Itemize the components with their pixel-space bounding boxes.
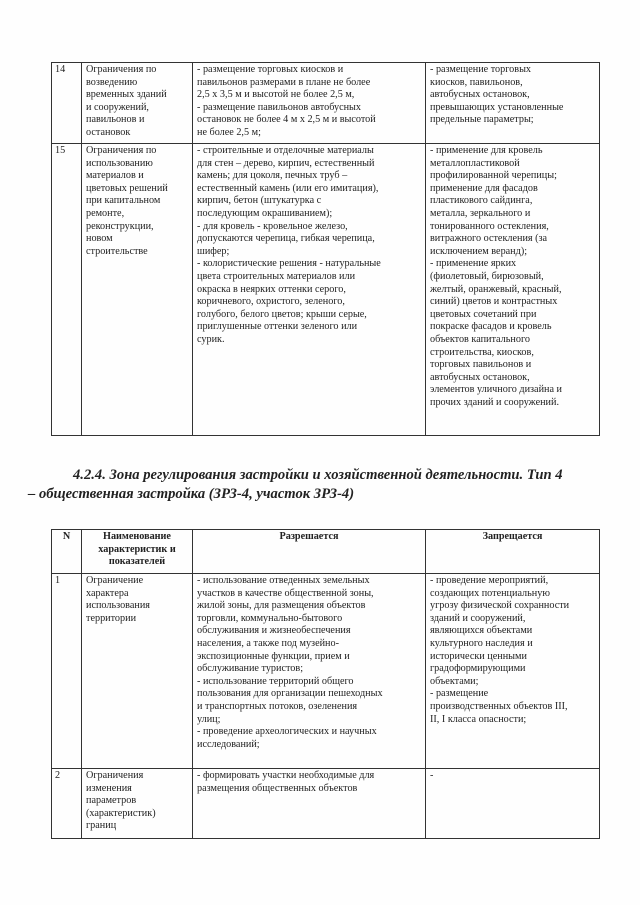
table-row bbox=[52, 769, 600, 839]
table-row bbox=[52, 574, 600, 769]
header-forbidden: Запрещается bbox=[426, 530, 600, 574]
row-number: 14 bbox=[52, 63, 82, 144]
forbidden-cell: - размещение торговых киосков, павильонов, автобусных остановок, превышающих установленные предельные параметры; bbox=[426, 63, 600, 144]
characteristic-name: Ограничение характера использования территории bbox=[82, 574, 193, 769]
allowed-cell: - строительные и отделочные материалы для стен – дерево, кирпич, естественный камень; для цоколя, печных труб – естественный камень (или его имитация), кирпич, бетон (штукатурка с последующим окрашиванием); - для кровель - кровельное железо, допускаются черепица, гибкая черепица, шифер; - колористические решения - натуральные цвета строительных материалов или окраска в неярких оттенки серого, коричневого, охристого, зеленого, голубого, белого цветов; крыши серые, приглушенные оттенки зеленого или сурик. bbox=[193, 144, 426, 436]
restrictions-table-2 bbox=[51, 529, 600, 839]
forbidden-cell: - применение для кровель металлопластиковой профилированной черепицы; применение для фасадов пластикового сайдинга, металла, зеркального и тонированного остекления, витражного остекления (за исключением веранд); - применение ярких (фиолетовый, бирюзовый, желтый, оранжевый, красный, синий) цветов и контрастных цветовых сочетаний при покраске фасадов и кровель объектов капитального строительства, киосков, торговых павильонов и автобусных остановок, элементов уличного дизайна и прочих зданий и сооружений. bbox=[426, 144, 600, 436]
restrictions-table-1 bbox=[51, 62, 600, 436]
table-row bbox=[52, 63, 600, 144]
header-allowed: Разрешается bbox=[193, 530, 426, 574]
characteristic-name: Ограничения по возведению временных зданий и сооружений, павильонов и остановок bbox=[82, 63, 193, 144]
allowed-cell: - размещение торговых киосков и павильонов размерами в плане не более 2,5 х 3,5 м и высотой не более 2,5 м, - размещение павильонов автобусных остановок не более 4 м х 2,5 м и высотой не более 2,5 м; bbox=[193, 63, 426, 144]
forbidden-cell: - bbox=[426, 769, 600, 839]
section-heading: 4.2.4. Зона регулирования застройки и хозяйственной деятельности. Тип 4 – общественная застройка (ЗРЗ-4, участок ЗРЗ-4) bbox=[28, 467, 563, 502]
allowed-cell: - формировать участки необходимые для размещения общественных объектов bbox=[193, 769, 426, 839]
header-number: N bbox=[52, 530, 82, 574]
characteristic-name: Ограничения изменения параметров (характеристик) границ bbox=[82, 769, 193, 839]
allowed-cell: - использование отведенных земельных участков в качестве общественной зоны, жилой зоны, для размещения объектов торговли, коммунально-бытового обслуживания и жизнеобеспечения населения, а также под музейно- экспозиционные функции, прием и обслуживание туристов; - использование территорий общего пользования для организации пешеходных и транспортных потоков, озеленения улиц; - проведение археологических и научных исследований; bbox=[193, 574, 426, 769]
header-name: Наименование характеристик и показателей bbox=[82, 530, 193, 574]
table-row bbox=[52, 144, 600, 436]
row-number: 1 bbox=[52, 574, 82, 769]
row-number: 15 bbox=[52, 144, 82, 436]
forbidden-cell: - проведение мероприятий, создающих потенциальную угрозу физической сохранности зданий и сооружений, являющихся объектами культурного наследия и исторически ценными градоформирующими объектами; - размещение производственных объектов III, II, I класса опасности; bbox=[426, 574, 600, 769]
table-header-row bbox=[52, 530, 600, 574]
characteristic-name: Ограничения по использованию материалов и цветовых решений при капитальном ремонте, реконструкции, новом строительстве bbox=[82, 144, 193, 436]
row-number: 2 bbox=[52, 769, 82, 839]
